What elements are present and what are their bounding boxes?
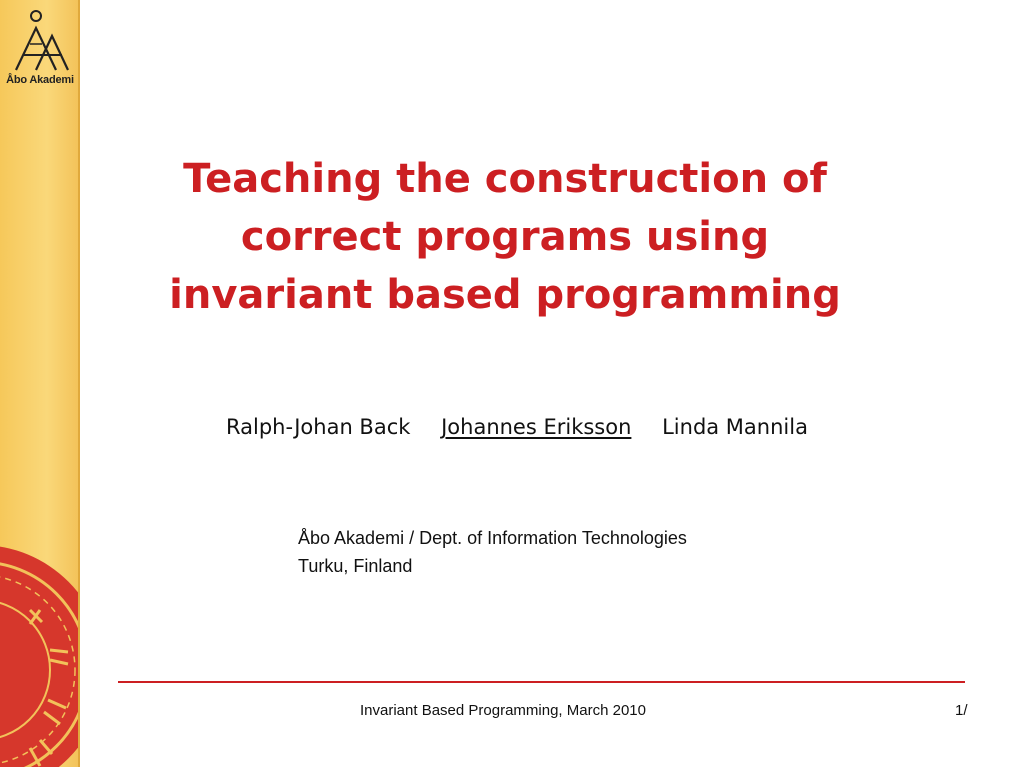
sidebar-band [0, 0, 80, 767]
affiliation-location: Turku, Finland [298, 556, 413, 576]
footer-divider [118, 681, 965, 683]
affiliation [298, 524, 687, 580]
author-name-presenter: Johannes Eriksson [441, 415, 632, 439]
logo-text: Åbo Akademi [6, 74, 74, 86]
author-list [226, 415, 808, 439]
university-seal-icon [0, 540, 80, 767]
affiliation-institution: Åbo Akademi / Dept. of Information Technologies [298, 528, 687, 548]
author-name: Linda Mannila [662, 415, 808, 439]
title-line-2: correct programs using [240, 214, 770, 260]
title-line-3: invariant based programming [169, 272, 841, 318]
footer-text: Invariant Based Programming, March 2010 [360, 702, 646, 719]
page-number: 1/ [955, 702, 968, 719]
slide-title [130, 150, 880, 324]
author-name: Ralph-Johan Back [226, 415, 411, 439]
title-line-1: Teaching the construction of [183, 156, 827, 202]
